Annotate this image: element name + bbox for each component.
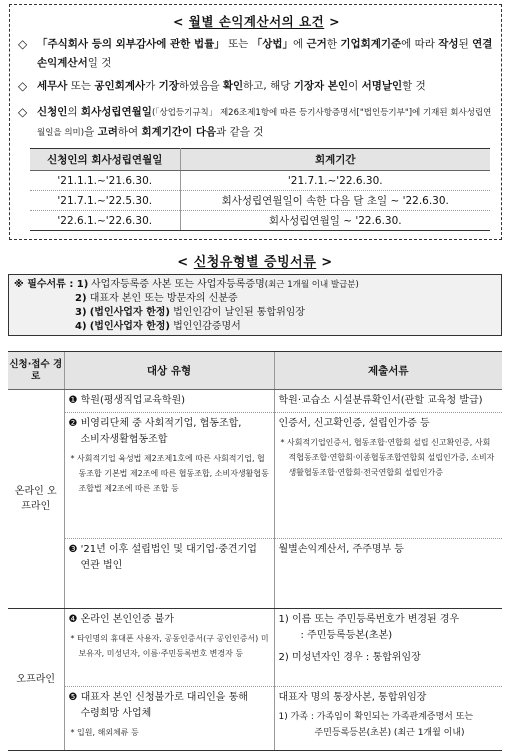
requirement-fragment: 기업회계기준 xyxy=(340,38,402,50)
diamond-icon: ◇ xyxy=(18,79,28,93)
column-header: 신청·접수 경로 xyxy=(8,352,64,390)
documents-by-type-table xyxy=(8,351,502,751)
required-doc-row: 3) (법인사업자 한정) 법인인감이 날인된 통합위임장 xyxy=(75,307,306,318)
requirement-fragment: 확인 xyxy=(222,80,244,92)
diamond-icon: ◇ xyxy=(18,105,28,119)
type-cell: ❷ 비영리단체 중 사회적기업, 협동조합, 소비자생활협동조합 * 사회적기업 육성법 제2조제1호에 따른 사회적기업, 협동조합 기본법 제2조에 따른 협동조합, 소비자생활협동조합법 제2조에 따른 조합 등 xyxy=(64,413,274,539)
requirement-fragment: 을 xyxy=(84,126,98,138)
table-row xyxy=(8,390,502,413)
table-cell: 회사성립연월일 ~ '22.6.30. xyxy=(180,211,490,231)
requirement-fragment: (「상업등기규칙」 제26조제1항에 따른 등기사항증명서["법인등기부"]에 기재된 회사성립연월일을 의미) xyxy=(37,108,492,138)
required-doc-row: 2) 대표자 본인 또는 방문자의 신분증 xyxy=(75,293,238,304)
documents-title: < 신청유형별 증빙서류 > xyxy=(177,255,333,270)
requirement-fragment: 또는 xyxy=(67,80,95,92)
doc-cell: 월별손익계산서, 주주명부 등 xyxy=(274,539,502,609)
channel-cell: 오프라인 xyxy=(8,609,64,751)
requirement-fragment: 공인회계사 xyxy=(94,80,146,92)
table-row xyxy=(30,191,490,211)
requirement-fragment: 근거 xyxy=(306,38,327,50)
requirement-fragment: 일 것 xyxy=(87,57,112,69)
table-cell: '21.7.1.~'22.6.30. xyxy=(180,171,490,191)
table-header-row xyxy=(8,352,502,390)
requirement-fragment: 「상법」 xyxy=(251,38,294,50)
column-header: 회계기간 xyxy=(180,149,490,171)
requirement-fragment: 「주식회사 등의 외부감사에 관한 법률」 xyxy=(37,38,225,50)
table-cell: '21.1.1.~'21.6.30. xyxy=(30,171,180,191)
requirement-fragment: 할 것 xyxy=(402,80,426,92)
requirement-fragment: 하고, 해당 xyxy=(243,80,294,92)
requirement-fragment: 고려 xyxy=(97,126,118,138)
requirement-fragment: 이 xyxy=(348,80,362,92)
table-cell: 회사성립연월일이 속한 다음 달 초일 ~ '22.6.30. xyxy=(180,191,490,211)
requirement-fragment: 가 xyxy=(145,80,159,92)
requirement-fragment: 한 xyxy=(326,38,341,50)
requirement-fragment: 연결 손익계산서 xyxy=(37,38,493,69)
table-row xyxy=(8,539,502,609)
doc-cell: 1) 이름 또는 주민등록번호가 변경된 경우 : 주민등록등본(초본) 2) 미성년자인 경우 : 통합위임장 xyxy=(274,609,502,687)
diamond-icon: ◇ xyxy=(18,37,28,51)
table-header-row xyxy=(30,149,490,171)
required-docs-label: ※ 필수서류 : 1) xyxy=(14,279,89,290)
requirements-title: < 월별 손익계산서의 요건 > xyxy=(172,14,341,29)
requirement-fragment: 에 xyxy=(293,38,307,50)
required-doc-row: 4) (법인사업자 한정) 법인인감증명서 xyxy=(75,321,241,332)
doc-cell: 인증서, 신고확인증, 설립인가증 등 * 사회적기업인증서, 협동조합·연합회 설립 신고확인증, 사회적협동조합·연합회·이종협동조합연합회 설립인가증, 소비자생활협동조합·연합회·전국연합회 설립인가증 xyxy=(274,413,502,539)
requirement-fragment: 과 같을 것 xyxy=(216,126,264,138)
column-header: 신청인의 회사성립연월일 xyxy=(30,149,180,171)
requirement-fragment: 신청인 xyxy=(37,106,68,118)
table-row xyxy=(30,211,490,231)
required-doc-row: ※ 필수서류 : 1) 사업자등록증 사본 또는 사업자등록증명(최근 1개월 이내 발급분) xyxy=(14,279,359,290)
requirement-text xyxy=(18,103,494,143)
required-documents-box xyxy=(8,274,502,336)
table-cell: '21.7.1.~'22.5.30. xyxy=(30,191,180,211)
requirement-fragment: 회계기간이 다음 xyxy=(141,126,217,138)
requirements-title-text: 월별 손익계산서의 요건 xyxy=(188,14,325,29)
requirement-fragment: 에 따라 xyxy=(401,38,439,50)
requirement-fragment: 서명날인 xyxy=(361,80,403,92)
requirement-fragment: 된 xyxy=(458,38,473,50)
accounting-period-table xyxy=(30,148,490,231)
requirement-text xyxy=(18,35,494,73)
type-cell: ❹ 온라인 본인인증 불가 * 타인명의 휴대폰 사용자, 공동인증서(구 공인인증서) 미보유자, 미성년자, 이름·주민등록번호 변경자 등 xyxy=(64,609,274,687)
requirement-fragment: 회사성립연월일 xyxy=(80,106,152,118)
table-row xyxy=(8,413,502,539)
table-cell: '22.6.1.~'22.6.30. xyxy=(30,211,180,231)
requirement-item-1 xyxy=(18,35,494,73)
doc-cell: 학원·교습소 시설분류확인서(관할 교육청 발급) xyxy=(274,390,502,413)
column-header: 대상 유형 xyxy=(64,352,274,390)
requirement-fragment: 의 xyxy=(67,106,81,118)
table-row xyxy=(30,171,490,191)
requirement-fragment: 기장자 본인 xyxy=(293,80,349,92)
type-cell: ❶ 학원(평생직업교육학원) xyxy=(64,390,274,413)
requirement-item-2 xyxy=(18,77,494,96)
type-cell: ❺ 대표자 본인 신청불가로 대리인을 통해 수령희망 사업체 * 입원, 해외체류 등 xyxy=(64,687,274,751)
requirement-fragment: 기장 xyxy=(158,80,179,92)
requirement-fragment: 또는 xyxy=(224,38,252,50)
doc-cell: 대표자 명의 통장사본, 통합위임장 1) 가족 : 가족임이 확인되는 가족관계증명서 또는 주민등록등본(초본) (최근 1개월 이내) xyxy=(274,687,502,751)
channel-cell: 온라인 오프라인 xyxy=(8,390,64,609)
requirement-fragment: 세무사 xyxy=(37,80,68,92)
requirement-fragment: 하여 xyxy=(117,126,142,138)
table-row xyxy=(8,687,502,751)
table-row xyxy=(8,609,502,687)
requirement-fragment: 하였음을 xyxy=(178,80,223,92)
type-cell: ❸ '21년 이후 설립법인 및 대기업·중견기업 연관 법인 xyxy=(64,539,274,609)
column-header: 제출서류 xyxy=(274,352,502,390)
requirement-item-3 xyxy=(18,103,494,143)
requirement-fragment: 작성 xyxy=(438,38,459,50)
documents-title-text: 신청유형별 증빙서류 xyxy=(193,255,317,270)
requirement-text xyxy=(18,77,494,96)
